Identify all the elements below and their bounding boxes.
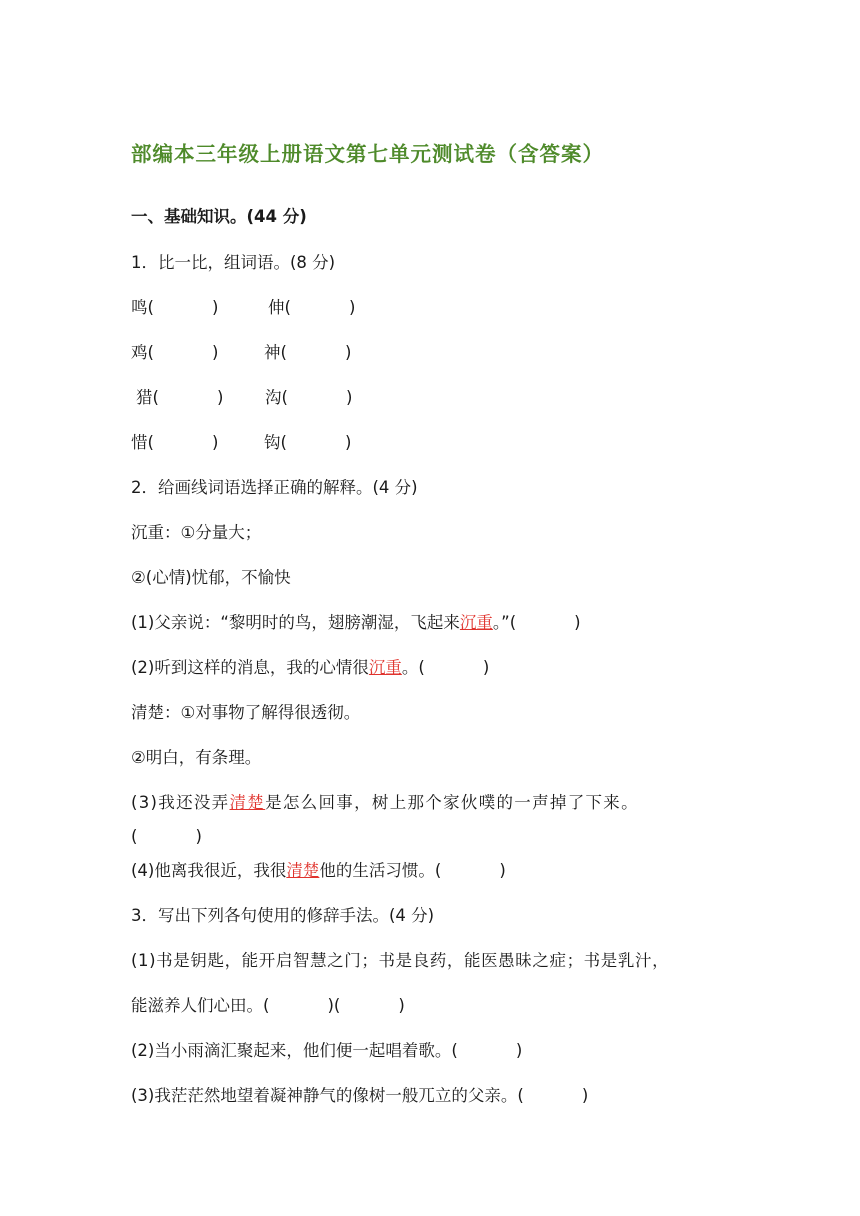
underlined-word: 沉重 [368, 658, 402, 677]
q2-sentence-3-paren: ( ) [131, 827, 202, 846]
underlined-word: 清楚 [229, 793, 266, 812]
q3-sentence-3: (3)我茫茫然地望着凝神静气的像树一般兀立的父亲。( ) [131, 1086, 589, 1105]
q1-row-1-right: 伸( ) [268, 298, 356, 317]
q3-sentence-1a: (1)书是钥匙，能开启智慧之门；书是良药，能医愚昧之症；书是乳汁， [131, 951, 670, 970]
definition-qingchu-1: 清楚：①对事物了解得很透彻。 [131, 703, 361, 722]
q1-row-2-right: 神( ) [264, 343, 352, 362]
q3-sentence-2: (2)当小雨滴汇聚起来，他们便一起唱着歌。( ) [131, 1041, 523, 1060]
question-2-prompt: 2．给画线词语选择正确的解释。(4 分) [131, 478, 418, 497]
q1-row-4-left: 惜( ) [131, 433, 219, 452]
q2-sentence-3: (3)我还没弄清楚是怎么回事，树上那个家伙噗的一声掉了下来。 [131, 793, 639, 812]
q1-row-3-left: 猎( ) [136, 388, 224, 407]
q1-row-2-left: 鸡( ) [131, 343, 219, 362]
q2-sentence-4: (4)他离我很近，我很清楚他的生活习惯。( ) [131, 861, 506, 880]
q2-sentence-1: (1)父亲说：“黎明时的鸟，翅膀潮湿，飞起来沉重。”( ) [131, 613, 581, 632]
q1-row-1-left: 鸣( ) [131, 298, 219, 317]
q2-sentence-2: (2)听到这样的消息，我的心情很沉重。( ) [131, 658, 490, 677]
question-1-prompt: 1．比一比，组词语。(8 分) [131, 253, 336, 272]
question-3-prompt: 3．写出下列各句使用的修辞手法。(4 分) [131, 906, 435, 925]
underlined-word: 沉重 [459, 613, 493, 632]
definition-qingchu-2: ②明白，有条理。 [131, 748, 262, 767]
page-title: 部编本三年级上册语文第七单元测试卷（含答案） [131, 142, 604, 166]
definition-chenzhong-1: 沉重：①分量大； [131, 523, 262, 542]
q1-row-4-right: 钩( ) [264, 433, 352, 452]
underlined-word: 清楚 [286, 861, 320, 880]
section-heading: 一、基础知识。(44 分) [131, 207, 307, 226]
q1-row-3-right: 沟( ) [265, 388, 353, 407]
definition-chenzhong-2: ②(心情)忧郁，不愉快 [131, 568, 291, 587]
q3-sentence-1b: 能滋养人们心田。( )( ) [131, 996, 405, 1015]
